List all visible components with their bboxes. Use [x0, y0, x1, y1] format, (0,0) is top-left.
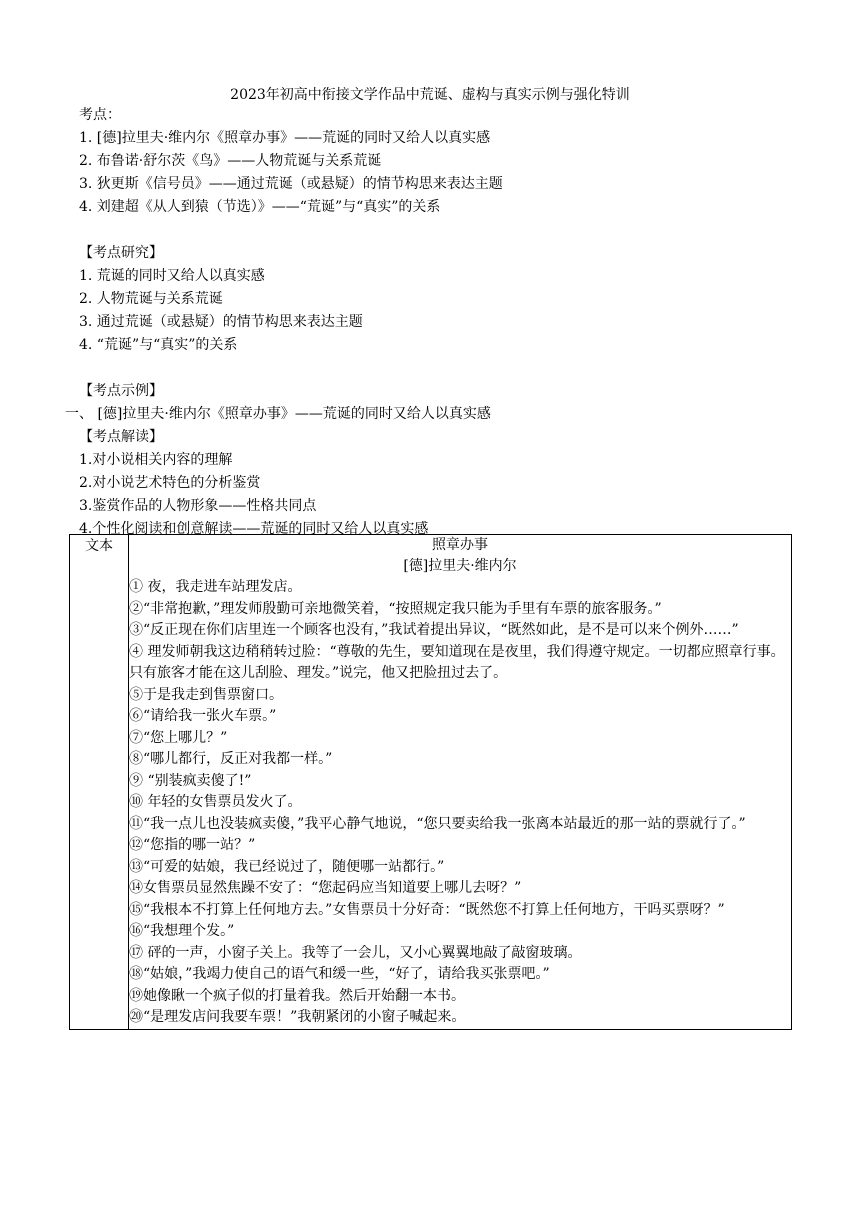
story-paragraph: ⑩ 年轻的女售票员发火了。 — [129, 794, 302, 810]
story-paragraph: ① 夜，我走进车站理发店。 — [129, 579, 302, 595]
story-paragraph: ⑤于是我走到售票窗口。 — [129, 686, 283, 703]
story-author: [德]拉里夫·维内尔 — [403, 558, 517, 574]
story-paragraph: ⑱“姑娘，”我竭力使自己的语气和缓一些，“好了，请给我买张票吧。” — [129, 966, 550, 982]
story-paragraph: ⑥“请给我一张火车票。” — [129, 708, 277, 724]
interpret-item: 2.对小说艺术特色的分析鉴赏 — [79, 475, 261, 491]
story-paragraph: ⑫“您指的哪一站？” — [129, 837, 256, 853]
research-item: 2. 人物荒诞与关系荒诞 — [79, 291, 223, 307]
story-paragraph: ⑰ 砰的一声，小窗子关上。我等了一会儿，又小心翼翼地敲了敲窗玻璃。 — [129, 944, 582, 961]
story-paragraph: ④ 理发师朝我这边稍稍转过脸：“尊敬的先生，要知道现在是夜里，我们得遵守规定。一切都应照章行事。只有旅客才能在这儿刮脸、理发。”说完，他又把脸扭过去了。 — [129, 643, 785, 681]
example-heading: 【考点示例】 — [79, 383, 163, 399]
story-paragraph: ⑦“您上哪儿？” — [129, 729, 228, 746]
story-paragraph: ⑮“我根本不打算上任何地方去。”女售票员十分好奇：“既然您不打算上任何地方，干吗买票呀？” — [129, 901, 725, 918]
kaodian-item: 2. 布鲁诺·舒尔茨《鸟》——人物荒诞与关系荒诞 — [79, 153, 382, 169]
kaodian-heading: 考点： — [79, 107, 121, 123]
kaodian-item: 3. 狄更斯《信号员》——通过荒诞（或悬疑）的情节构思来表达主题 — [79, 176, 503, 192]
kaodian-item: 1. [德]拉里夫·维内尔《照章办事》——荒诞的同时又给人以真实感 — [79, 130, 491, 146]
research-item: 4. “荒诞”与“真实”的关系 — [79, 337, 238, 353]
research-item: 3. 通过荒诞（或悬疑）的情节构思来表达主题 — [79, 314, 363, 330]
story-paragraph: ③“反正现在你们店里连一个顾客也没有，”我试着提出异议，“既然如此，是不是可以来个例外……” — [129, 622, 739, 638]
document-title: 2023年初高中衔接文学作品中荒诞、虚构与真实示例与强化特训 — [230, 87, 630, 103]
table-label-cell: 文本 — [70, 535, 129, 1030]
kaodian-item: 4. 刘建超《从人到猿（节选）》——“荒诞”与“真实”的关系 — [79, 199, 441, 215]
table-content-cell — [129, 535, 792, 1030]
interpret-heading: 【考点解读】 — [79, 429, 163, 445]
interpret-item: 1.对小说相关内容的理解 — [79, 452, 233, 468]
research-item: 1. 荒诞的同时又给人以真实感 — [79, 268, 265, 284]
table-row — [70, 535, 792, 1030]
story-paragraph: ⑯“我想理个发。” — [129, 923, 235, 939]
outline-section — [65, 104, 799, 541]
story-paragraph: ⑧“哪儿都行，反正对我都一样。” — [129, 751, 333, 767]
story-paragraph: ⑪“我一点儿也没装疯卖傻，”我平心静气地说，“您只要卖给我一张离本站最近的那一站的票就行了。” — [129, 815, 746, 832]
story-paragraph: ⑬“可爱的姑娘，我已经说过了，随便哪一站都行。” — [129, 858, 445, 875]
example-item: 一、 [德]拉里夫·维内尔《照章办事》——荒诞的同时又给人以真实感 — [65, 406, 491, 422]
story-title: 照章办事 — [432, 537, 488, 553]
story-paragraph: ②“非常抱歉，”理发师殷勤可亲地微笑着，“按照规定我只能为手里有车票的旅客服务。” — [129, 600, 662, 617]
text-table — [69, 534, 792, 1030]
story-paragraph: ⑨ “别装疯卖傻了!” — [129, 772, 252, 789]
interpret-item: 4.个性化阅读和创意解读——荒诞的同时又给人以真实感 — [79, 521, 429, 537]
story-paragraph: ⑲她像瞅一个疯子似的打量着我。然后开始翻一本书。 — [129, 987, 465, 1004]
story-paragraph: ⑳“是理发店问我要车票！”我朝紧闭的小窗子喊起来。 — [129, 1009, 466, 1025]
story-paragraph: ⑭女售票员显然焦躁不安了：“您起码应当知道要上哪儿去呀？” — [129, 880, 522, 896]
research-heading: 【考点研究】 — [79, 245, 163, 261]
interpret-item: 3.鉴赏作品的人物形象——性格共同点 — [79, 498, 317, 514]
